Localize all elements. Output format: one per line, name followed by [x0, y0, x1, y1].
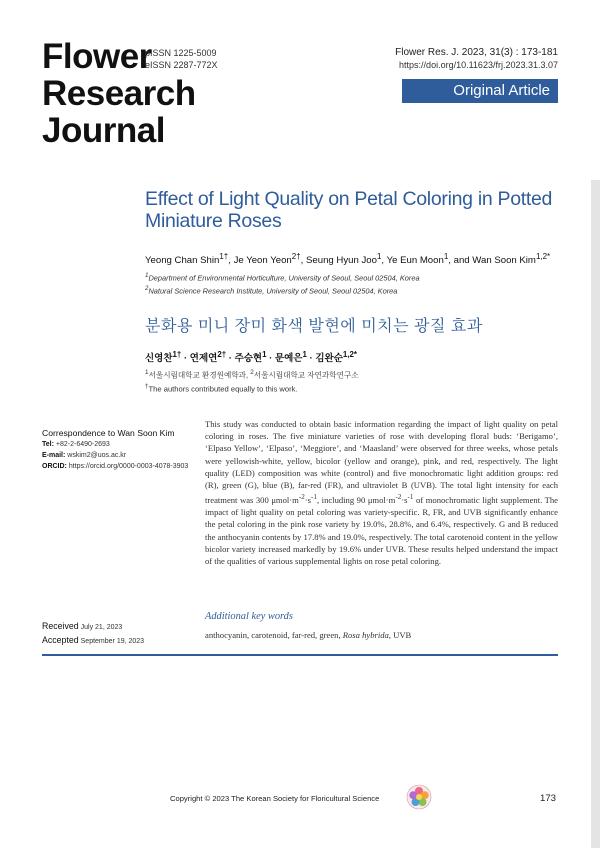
journal-logo-line-3: Journal — [42, 111, 165, 150]
correspondence-tel — [42, 439, 202, 450]
journal-logo-line-2: Research — [42, 74, 196, 113]
correspondence-orcid — [42, 461, 202, 472]
author-separator: , — [300, 255, 306, 267]
received-label: Received — [42, 621, 79, 631]
tel-label: Tel: — [42, 441, 54, 448]
affiliations-ko — [145, 367, 359, 394]
email-value[interactable]: wskim2@uos.ac.kr — [67, 452, 127, 459]
affiliation-number: 1 — [145, 272, 149, 279]
unit-text: ·s — [401, 495, 408, 506]
author-name-ko: 문예은 — [274, 353, 303, 365]
journal-citation: Flower Res. J. 2023, 31(3) : 173-181 — [395, 47, 558, 58]
affiliation-text: 서울시립대학교 자연과학연구소 — [253, 370, 359, 380]
issn-block — [145, 47, 218, 71]
author-name-ko: 연제연 — [189, 353, 218, 365]
author-affil-mark: 1,2* — [535, 252, 551, 261]
unit-text: μmol·m — [271, 495, 299, 506]
author-affil-mark: 2† — [291, 252, 301, 261]
keywords-text: , UVB — [388, 630, 412, 640]
author-name-ko: 주승현 — [234, 353, 263, 365]
author-separator: · — [306, 353, 316, 365]
keywords-species: Rosa hybrida — [342, 630, 389, 640]
author-name-ko: 신영찬 — [145, 353, 173, 365]
correspondence-label: Correspondence to — [42, 428, 116, 438]
abstract-text: This study was conducted to obtain basic information regarding the impact of light quality on petal coloring in roses. The five miniature varieties of rose with developing floral buds: ‘Berigamo’, ‘Elpaso Yellow’, ‘Elpaso’, ‘Meggiore’, and ‘Maasland’ were observed for three weeks, whose petals were yellowish-white, yellow, bicolor (yellow and orange), pink, and red, respectively. The light quality (LED) composition was white (control) and five monochromatic light addition groups: red (R), green (G), blue (B), far-red (FR), and ultraviolet B (UVB). The total light intensity for each treatment was 300 — [205, 419, 558, 506]
copyright-notice: Copyright © 2023 The Korean Society for Floricultural Science — [170, 794, 380, 803]
author-affil-mark: 1 — [376, 252, 382, 261]
society-flower-logo-icon — [406, 784, 432, 810]
correspondence-heading — [42, 428, 202, 439]
equal-contribution-mark: † — [145, 382, 149, 390]
affiliation-1 — [145, 270, 565, 283]
author-affil-mark: 1 — [443, 252, 449, 261]
author-affil-mark: 1† — [219, 252, 229, 261]
unit-exponent: -2 — [298, 493, 305, 502]
author-separator: , and — [448, 255, 473, 267]
affiliations-en — [145, 270, 565, 297]
tel-value: +82-2-6490-2693 — [55, 441, 110, 448]
author-name: Ye Eun Moon — [386, 255, 444, 267]
author-separator: · — [181, 353, 190, 365]
author-name: Wan Soon Kim — [472, 255, 536, 267]
correspondence-email — [42, 450, 202, 461]
equal-contribution-text: The authors contributed equally to this work. — [148, 384, 298, 394]
affiliation-text: Natural Science Research Institute, University of Seoul, Seoul 02504, Korea — [148, 286, 398, 296]
unit-text: ·s — [304, 495, 312, 506]
accepted-label: Accepted — [42, 635, 79, 645]
page-number: 173 — [540, 793, 557, 804]
author-affil-mark: 1 — [262, 350, 267, 359]
affiliation-number: 1 — [145, 369, 149, 376]
correspondence-name: Wan Soon Kim — [117, 428, 175, 438]
author-name: Je Yeon Yeon — [233, 255, 292, 267]
orcid-link[interactable]: https://orcid.org/0000-0003-4078-3903 — [68, 463, 189, 470]
section-divider — [42, 654, 558, 656]
affiliation-ko-line — [145, 367, 359, 381]
citation-block — [395, 47, 558, 71]
correspondence-block — [42, 428, 202, 472]
author-separator: · — [226, 353, 235, 365]
affiliation-text: 서울시립대학교 환경원예학과, — [148, 370, 251, 380]
equal-contribution-note — [145, 381, 359, 395]
affiliation-text: Department of Environmental Horticulture, University of Seoul, Seoul 02504, Korea — [148, 273, 420, 283]
author-separator: , — [381, 255, 387, 267]
author-affil-mark: 1,2* — [342, 350, 357, 359]
author-name-ko: 김완순 — [315, 353, 343, 365]
received-value: July 21, 2023 — [80, 624, 123, 631]
affiliation-number: 2 — [145, 285, 149, 293]
article-type-banner: Original Article — [402, 79, 558, 103]
journal-logo-line-1: Flower — [42, 37, 152, 76]
pissn: pISSN 1225-5009 — [145, 48, 217, 58]
author-separator: · — [266, 353, 275, 365]
page-side-bar — [591, 180, 600, 848]
accepted-date — [42, 634, 144, 648]
authors-en — [145, 250, 565, 268]
abstract — [205, 418, 558, 567]
author-affil-mark: 1 — [302, 350, 307, 359]
article-dates — [42, 620, 144, 648]
eissn: eISSN 2287-772X — [145, 60, 218, 70]
orcid-label: ORCID: — [42, 463, 67, 470]
author-name: Yeong Chan Shin — [145, 255, 220, 267]
accepted-value: September 19, 2023 — [80, 638, 145, 645]
author-affil-mark: 1† — [172, 350, 182, 359]
article-title-ko: 분화용 미니 장미 화색 발현에 미치는 광질 효과 — [145, 318, 483, 335]
article-title-en: Effect of Light Quality on Petal Coloring in Potted Miniature Roses — [145, 188, 553, 232]
email-label: E-mail: — [42, 452, 66, 459]
abstract-text: , including 90 — [317, 495, 368, 506]
keywords-heading: Additional key words — [205, 611, 293, 622]
keywords-list — [205, 630, 558, 640]
unit-exponent: -1 — [311, 493, 317, 502]
unit-exponent: -2 — [395, 493, 402, 502]
author-affil-mark: 2† — [217, 350, 227, 359]
doi-link[interactable]: https://doi.org/10.11623/frj.2023.31.3.07 — [399, 60, 558, 70]
affiliation-2 — [145, 283, 565, 296]
unit-exponent: -1 — [407, 493, 414, 502]
author-name: Seung Hyun Joo — [306, 255, 377, 267]
author-separator: , — [228, 255, 234, 267]
authors-ko — [145, 348, 357, 366]
unit-text: μmol·m — [367, 495, 396, 506]
affiliation-number: 2 — [250, 369, 254, 376]
received-date — [42, 620, 144, 634]
abstract-text: of monochromatic light supplement. The impact of light quality on petal coloring was variety-specific. R, FR, and UVB significantly enhance the petal coloring in the pink rose variety by 19.0%, 28.8%, and 6.4%, respectively. G and B reduced the anthocyanin contents by 17.8% and 19.0%, respectively. The total carotenoid content in the yellow bicolor variety increased markedly by 19.6% under UVB. These results helped understand the impact of the qualities of various supplemental lights on rose petal coloring. — [205, 495, 558, 567]
keywords-text: anthocyanin, carotenoid, far-red, green, — [205, 630, 343, 640]
